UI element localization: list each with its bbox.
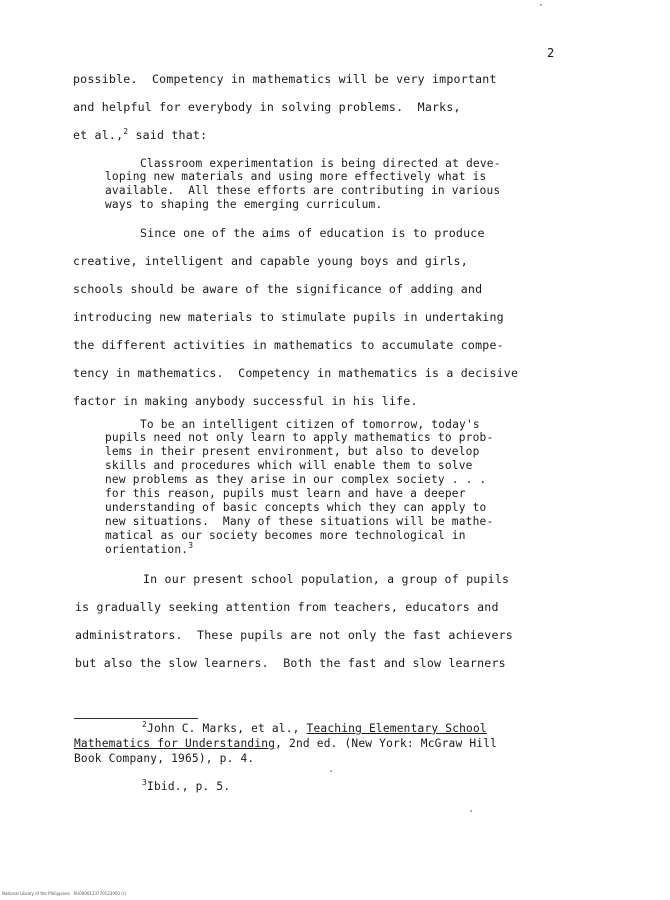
footnote-line xyxy=(142,722,487,735)
scan-speck xyxy=(470,810,472,812)
said-that-text: said that: xyxy=(128,128,208,142)
library-stamp: National Library of the Philippines RU0000123770123950 (c) xyxy=(2,891,127,896)
text-line: the different activities in mathematics to accumulate compe- xyxy=(73,338,504,352)
book-title: Mathematics for Understanding xyxy=(74,737,276,750)
scan-speck xyxy=(540,4,542,6)
citation-text: et al., xyxy=(73,128,124,142)
text-line: factor in making anybody successful in his life. xyxy=(73,394,418,408)
footnote-line: Book Company, 1965), p. 4. xyxy=(74,752,255,765)
quote-line: pupils need not only learn to apply mathematics to prob- xyxy=(105,431,494,444)
quote-line: Classroom experimentation is being directed at deve- xyxy=(140,157,501,170)
quote-line: for this reason, pupils must learn and have a deeper xyxy=(105,487,466,500)
text-line: In our present school population, a group of pupils xyxy=(143,572,510,586)
text-line: but also the slow learners. Both the fast and slow learners xyxy=(75,656,506,670)
footnote-edition: , 2nd ed. (New York: McGraw Hill xyxy=(275,737,498,750)
footnote-text: Ibid., p. 5. xyxy=(147,780,231,793)
text-line: introducing new materials to stimulate pupils in undertaking xyxy=(73,310,504,324)
quote-line: new problems as they arise in our complex society . . . xyxy=(105,473,487,486)
text-line: and helpful for everybody in solving problems. Marks, xyxy=(73,100,461,114)
text-line xyxy=(73,128,207,142)
text-line: is gradually seeking attention from teachers, educators and xyxy=(75,600,499,614)
footnote-line xyxy=(74,737,497,750)
footnote-marker: 3 xyxy=(142,778,148,787)
book-title: Teaching Elementary School xyxy=(306,722,487,735)
quote-end-text: orientation. xyxy=(105,543,189,556)
footnote-author: John C. Marks, et al., xyxy=(147,722,307,735)
text-line: schools should be aware of the significance of adding and xyxy=(73,282,483,296)
quote-line: To be an intelligent citizen of tomorrow, today's xyxy=(140,418,480,431)
footnote-marker: 2 xyxy=(142,720,148,729)
quote-line: skills and procedures which will enable them to solve xyxy=(105,459,473,472)
text-line: possible. Competency in mathematics will be very important xyxy=(73,72,497,86)
text-line: tency in mathematics. Competency in mathematics is a decisive xyxy=(73,366,519,380)
scan-speck xyxy=(330,770,332,772)
footnote-line xyxy=(142,780,230,793)
page-number: 2 xyxy=(547,46,555,60)
quote-line xyxy=(105,543,193,556)
quote-line: understanding of basic concepts which they can apply to xyxy=(105,501,487,514)
quote-line: ways to shaping the emerging curriculum. xyxy=(105,198,383,211)
quote-line: loping new materials and using more effectively what is xyxy=(105,170,487,183)
text-line: Since one of the aims of education is to produce xyxy=(140,226,485,240)
footnote-ref-2: 2 xyxy=(123,127,129,136)
quote-line: new situations. Many of these situations will be mathe- xyxy=(105,515,494,528)
text-line: creative, intelligent and capable young boys and girls, xyxy=(73,254,468,268)
quote-line: available. All these efforts are contributing in various xyxy=(105,184,501,197)
text-line: administrators. These pupils are not only the fast achievers xyxy=(75,628,513,642)
quote-line: lems in their present environment, but also to develop xyxy=(105,445,480,458)
footnote-ref-3: 3 xyxy=(188,541,194,550)
quote-line: matical as our society becomes more technological in xyxy=(105,529,466,542)
footnote-rule xyxy=(74,718,198,719)
